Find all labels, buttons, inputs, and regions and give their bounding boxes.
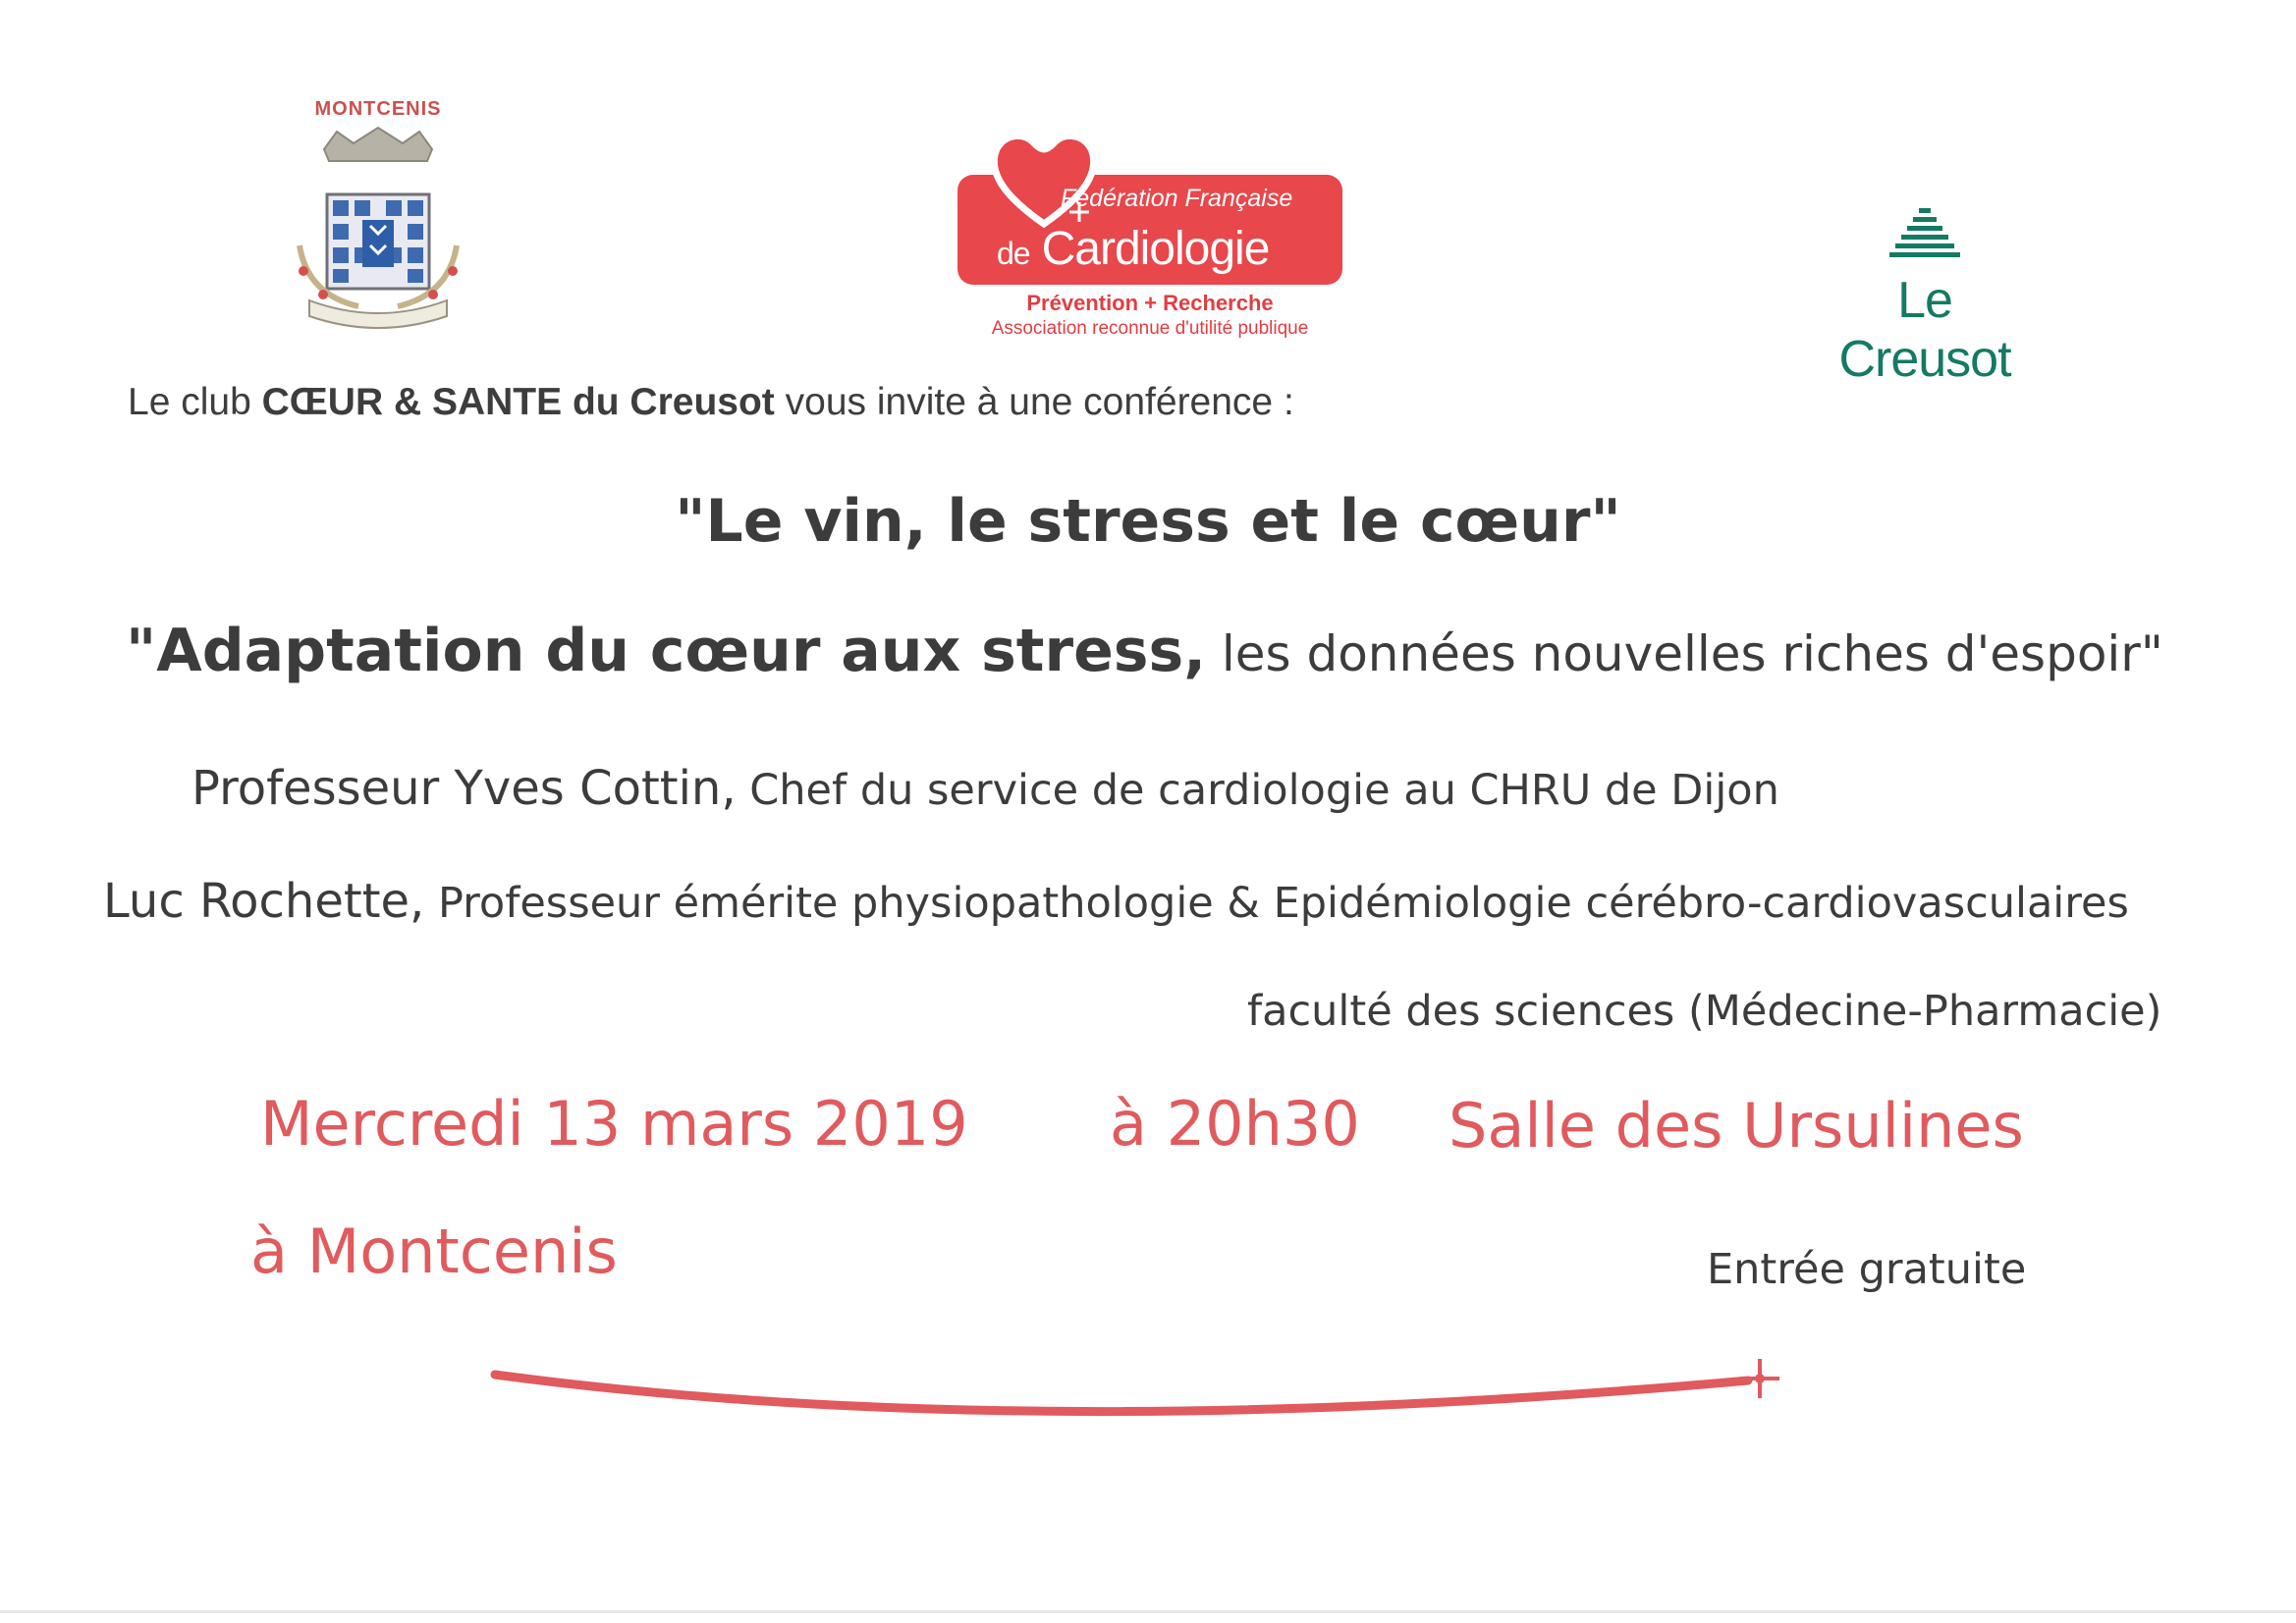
ffc-logo-line1: Fédération Française bbox=[1061, 185, 1293, 212]
event-venue: Salle des Ursulines bbox=[1449, 1090, 2024, 1162]
speaker-line bbox=[191, 761, 1779, 816]
intro-after: vous invite à une conférence : bbox=[774, 381, 1294, 423]
event-town: à Montcenis bbox=[250, 1216, 618, 1287]
le-creusot-logo-label: Le Creusot bbox=[1838, 272, 2011, 388]
federation-francaise-cardiologie-logo bbox=[957, 126, 1350, 350]
invitation-intro bbox=[128, 381, 1294, 424]
creusot-pyramid-icon bbox=[1817, 204, 2033, 273]
ffc-logo-subtagline: Association reconnue d'utilité publique bbox=[991, 318, 1309, 339]
conference-title: "Le vin, le stress et le cœur" bbox=[675, 487, 1621, 556]
ffc-logo-tagline: Prévention + Recherche bbox=[1026, 291, 1274, 315]
ffc-logo-line2 bbox=[997, 222, 1269, 276]
decorative-swoosh bbox=[471, 1335, 1807, 1453]
montcenis-coat-of-arms-logo bbox=[280, 98, 476, 334]
sparkle-icon bbox=[1740, 1359, 1779, 1398]
coat-of-arms-icon bbox=[280, 98, 476, 334]
intro-before: Le club bbox=[128, 381, 262, 423]
ffc-logo-main: Cardiologie bbox=[1041, 223, 1270, 275]
speaker-role: Chef du service de cardiologie au CHRU de Dijon bbox=[736, 766, 1779, 815]
speaker-name: Professeur Yves Cottin, bbox=[191, 761, 737, 816]
speaker-faculty: faculté des sciences (Médecine-Pharmacie) bbox=[1247, 987, 2162, 1036]
le-creusot-logo bbox=[1817, 204, 2033, 388]
entry-free-label: Entrée gratuite bbox=[1707, 1245, 2027, 1294]
speaker-line bbox=[103, 874, 2129, 929]
intro-club-name: CŒUR & SANTE du Creusot bbox=[261, 381, 775, 423]
event-date: Mercredi 13 mars 2019 bbox=[260, 1088, 968, 1160]
conference-subtitle bbox=[126, 617, 2163, 685]
montcenis-logo-label: MONTCENIS bbox=[314, 98, 442, 120]
event-time: à 20h30 bbox=[1110, 1088, 1360, 1160]
speaker-name: Luc Rochette, bbox=[103, 874, 425, 929]
scan-bottom-edge bbox=[0, 1610, 2296, 1613]
subtitle-bold: "Adaptation du cœur aux stress, bbox=[126, 617, 1206, 685]
heart-icon bbox=[985, 126, 1103, 234]
ffc-logo-prefix: de bbox=[997, 236, 1030, 271]
speaker-role: Professeur émérite physiopathologie & Epidémiologie cérébro-cardiovasculaires bbox=[424, 879, 2129, 928]
subtitle-rest: les données nouvelles riches d'espoir" bbox=[1205, 625, 2163, 682]
